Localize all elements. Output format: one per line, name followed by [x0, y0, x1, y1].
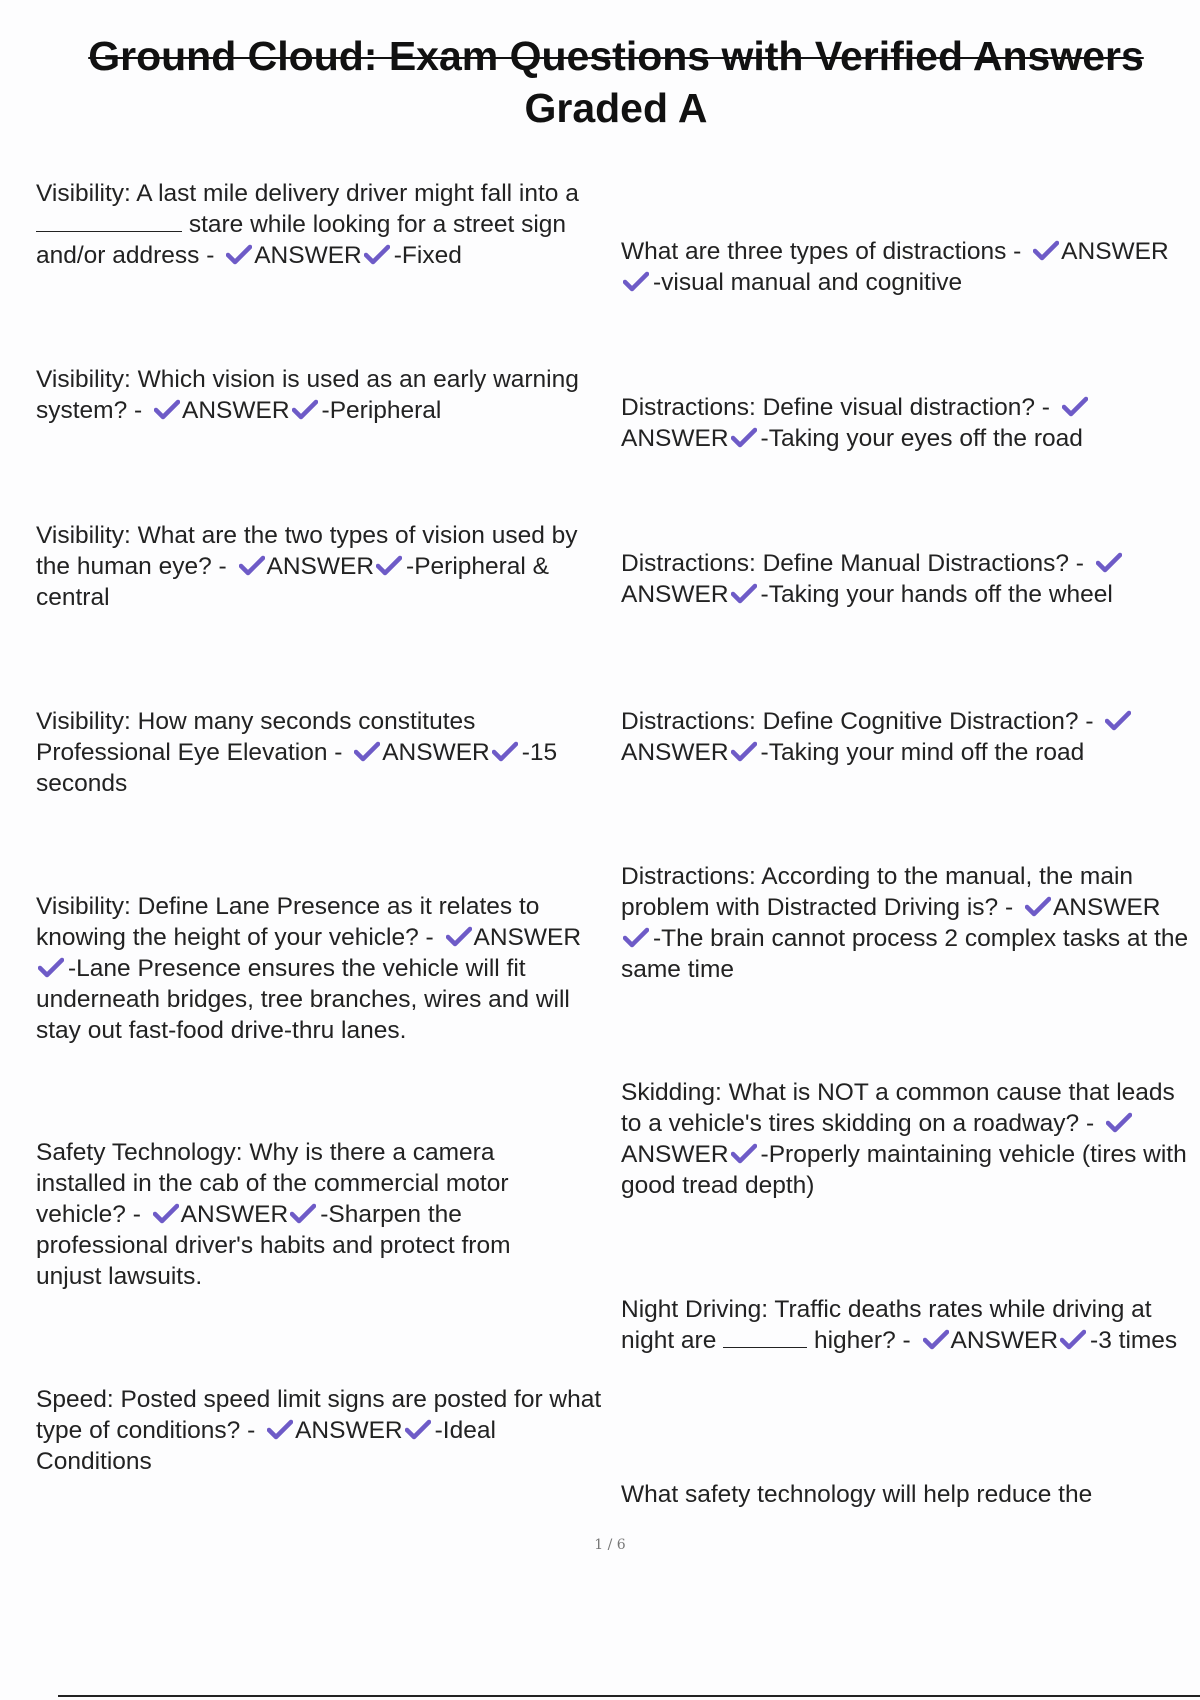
qa-item-visual-distraction — [621, 392, 1191, 454]
question-text: Visibility: What are the two types of vision used by the human eye? - — [36, 522, 578, 580]
check-icon — [267, 1419, 293, 1441]
answer-label: ANSWER — [621, 739, 729, 766]
question-text: Night Driving: Traffic deaths rates while driving at night are — [621, 1296, 1152, 1354]
question-text: higher? - — [813, 1327, 911, 1354]
question-text: Visibility: Which vision is used as an early warning system? - — [36, 366, 579, 424]
check-icon — [492, 741, 518, 763]
question-text: Distractions: According to the manual, the main problem with Distracted Driving is? - — [621, 863, 1134, 921]
check-icon — [446, 926, 472, 948]
answer-text: -The brain cannot process 2 complex tasks at the same time — [621, 925, 1189, 983]
check-icon — [376, 555, 402, 577]
answer-label: ANSWER — [254, 242, 362, 269]
check-icon — [405, 1419, 431, 1441]
fill-in-blank — [723, 1329, 807, 1348]
check-icon — [290, 1203, 316, 1225]
check-icon — [1096, 552, 1122, 574]
answer-label: ANSWER — [621, 425, 729, 452]
question-text: What are three types of distractions - — [621, 238, 1022, 265]
fill-in-blank — [36, 213, 182, 232]
answer-label: ANSWER — [473, 924, 582, 951]
qa-item-lane-presence — [36, 891, 611, 1046]
answer-text: -Peripheral — [321, 397, 442, 424]
qa-item-cognitive-distraction — [621, 706, 1191, 768]
title-line-1: Ground Cloud: Exam Questions with Verified Answers — [88, 33, 1144, 79]
qa-item-distracted-driving — [621, 861, 1191, 985]
answer-text: -Sharpen the professional driver's habits and protect from unjust lawsuits. — [36, 1201, 511, 1290]
question-text: stare while looking for a street sign and/or address - — [36, 211, 567, 269]
answer-label: ANSWER — [621, 1141, 729, 1168]
answer-text: -Properly maintaining vehicle (tires with good tread depth) — [621, 1141, 1187, 1199]
answer-text: -3 times — [1090, 1327, 1178, 1354]
answer-label: ANSWER — [950, 1327, 1059, 1354]
answer-text: -Ideal Conditions — [36, 1417, 496, 1475]
answer-text: -Taking your mind off the road — [760, 739, 1085, 766]
check-icon — [731, 427, 757, 449]
qa-item-vision-types — [36, 520, 606, 613]
title-line-2: Graded A — [524, 85, 708, 131]
qa-item-safety-technology-partial — [621, 1479, 1196, 1510]
answer-label: ANSWER — [1052, 894, 1161, 921]
question-text: What safety technology will help reduce the — [621, 1481, 1093, 1508]
answer-text: -Lane Presence ensures the vehicle will fit underneath bridges, tree branches, wires and will stay out fast-food drive-thru lanes. — [36, 955, 570, 1044]
check-icon — [731, 583, 757, 605]
check-icon — [623, 927, 649, 949]
answer-label: ANSWER — [382, 739, 490, 766]
page-number: 1 / 6 — [594, 1537, 626, 1553]
qa-item-speed-limit — [36, 1384, 606, 1477]
check-icon — [731, 741, 757, 763]
qa-item-visibility-stare — [36, 178, 606, 271]
check-icon — [731, 1143, 757, 1165]
qa-item-eye-elevation — [36, 706, 606, 799]
qa-item-skidding — [621, 1077, 1196, 1201]
answer-text: -visual manual and cognitive — [653, 269, 963, 296]
check-icon — [226, 244, 252, 266]
check-icon — [239, 555, 265, 577]
answer-label: ANSWER — [182, 397, 290, 424]
answer-label: ANSWER — [621, 581, 729, 608]
check-icon — [364, 244, 390, 266]
check-icon — [153, 1203, 179, 1225]
check-icon — [154, 399, 180, 421]
answer-text: -Peripheral & central — [36, 553, 550, 611]
check-icon — [292, 399, 318, 421]
check-icon — [623, 271, 649, 293]
question-text: Distractions: Define Manual Distractions? - — [621, 550, 1084, 577]
qa-item-cab-camera — [36, 1137, 576, 1292]
question-text: Visibility: A last mile delivery driver might fall into a — [36, 180, 579, 207]
qa-item-manual-distraction — [621, 548, 1191, 610]
qa-item-warning-vision — [36, 364, 606, 426]
answer-text: -Taking your eyes off the road — [760, 425, 1083, 452]
check-icon — [38, 957, 64, 979]
answer-label: ANSWER — [266, 553, 375, 580]
answer-label: ANSWER — [180, 1201, 289, 1228]
check-icon — [1105, 710, 1131, 732]
answer-label: ANSWER — [295, 1417, 403, 1444]
answer-label: ANSWER — [1061, 238, 1169, 265]
question-text: Distractions: Define visual distraction? - — [621, 394, 1050, 421]
check-icon — [1033, 240, 1059, 262]
answer-text: -Fixed — [393, 242, 462, 269]
qa-item-three-distractions — [621, 236, 1191, 298]
question-text: Skidding: What is NOT a common cause that leads to a vehicle's tires skidding on a roadway? - — [621, 1079, 1175, 1137]
document-title — [0, 30, 1200, 134]
check-icon — [1062, 396, 1088, 418]
check-icon — [923, 1329, 949, 1351]
question-text: Safety Technology: Why is there a camera installed in the cab of the commercial motor vehicle? - — [36, 1139, 509, 1228]
question-text: Distractions: Define Cognitive Distraction? - — [621, 708, 1094, 735]
check-icon — [1106, 1112, 1132, 1134]
footer-divider — [58, 1695, 1200, 1697]
question-text: Visibility: Define Lane Presence as it relates to knowing the height of your vehicle? - — [36, 893, 540, 951]
answer-text: -15 seconds — [36, 739, 558, 797]
check-icon — [354, 741, 380, 763]
answer-text: -Taking your hands off the wheel — [760, 581, 1113, 608]
check-icon — [1060, 1329, 1086, 1351]
question-text: Speed: Posted speed limit signs are posted for what type of conditions? - — [36, 1386, 602, 1444]
question-text: Visibility: How many seconds constitutes Professional Eye Elevation - — [36, 708, 476, 766]
check-icon — [1025, 896, 1051, 918]
qa-item-night-driving — [621, 1294, 1196, 1356]
